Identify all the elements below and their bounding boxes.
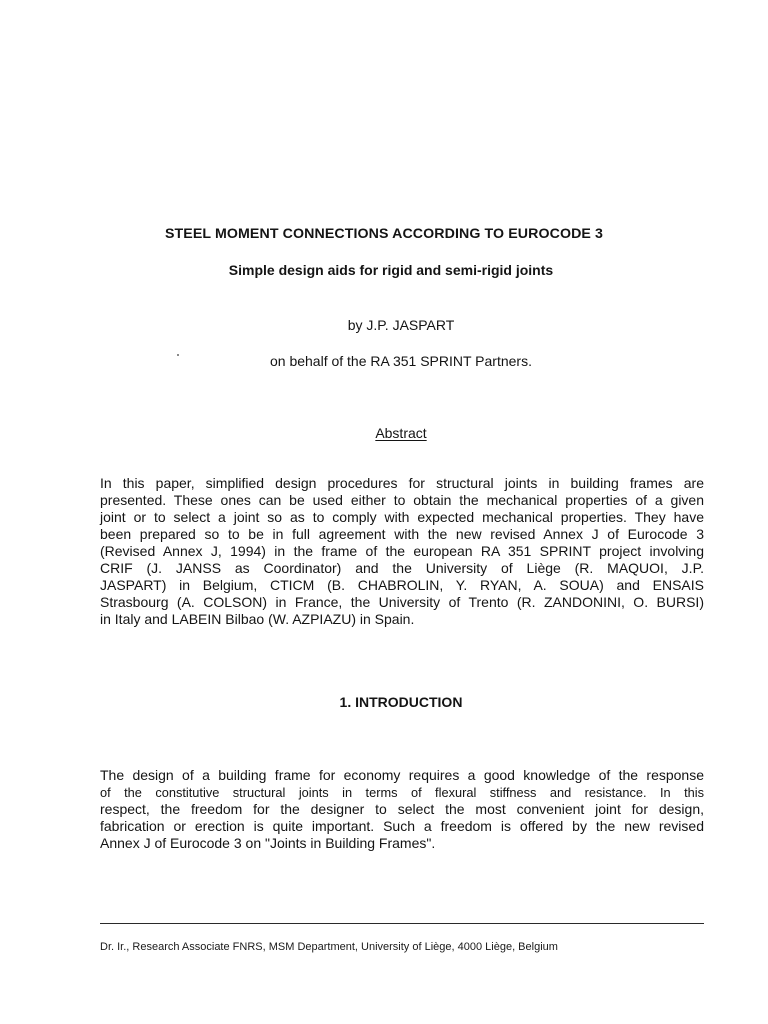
abstract-heading-text: Abstract bbox=[375, 425, 427, 441]
introduction-line: respect, the freedom for the designer to select the most convenient joint for design, bbox=[100, 801, 704, 817]
abstract-line: presented. These ones can be used either to obtain the mechanical properties of a given bbox=[100, 492, 704, 508]
abstract-line: Strasbourg (A. COLSON) in France, the University of Trento (R. ZANDONINI, O. BURSI) bbox=[100, 594, 704, 610]
abstract-line: joint or to select a joint so as to comply with expected mechanical properties. They have bbox=[100, 509, 704, 525]
abstract-line: been prepared so to be in full agreement with the new revised Annex J of Eurocode 3 bbox=[100, 526, 704, 542]
introduction-line: Annex J of Eurocode 3 on "Joints in Building Frames". bbox=[100, 835, 436, 851]
footnote: Dr. Ir., Research Associate FNRS, MSM Department, University of Liège, 4000 Liège, Belgium bbox=[100, 941, 558, 953]
section-heading-introduction: 1. INTRODUCTION bbox=[339, 694, 463, 710]
introduction-line: fabrication or erection is quite important. Such a freedom is offered by the new revised bbox=[100, 818, 704, 834]
abstract-line: (Revised Annex J, 1994) in the frame of the european RA 351 SPRINT project involving bbox=[100, 543, 704, 559]
author-affiliation-note: on behalf of the RA 351 SPRINT Partners. bbox=[269, 353, 532, 369]
abstract-line: in Italy and LABEIN Bilbao (W. AZPIAZU) in Spain. bbox=[100, 611, 415, 627]
abstract-heading bbox=[17, 425, 768, 441]
abstract-paragraph bbox=[100, 475, 704, 628]
abstract-line: CRIF (J. JANSS as Coordinator) and the University of Liège (R. MAQUOI, J.P. bbox=[100, 560, 704, 576]
introduction-line: of the constitutive structural joints in terms of flexural stiffness and resistance. In this bbox=[100, 785, 704, 800]
introduction-paragraph bbox=[100, 767, 704, 852]
abstract-line: JASPART) in Belgium, CTICM (B. CHABROLIN, Y. RYAN, A. SOUA) and ENSAIS bbox=[100, 577, 704, 593]
paper-subtitle: Simple design aids for rigid and semi-rigid joints bbox=[228, 262, 554, 278]
paper-title: STEEL MOMENT CONNECTIONS ACCORDING TO EUROCODE 3 bbox=[164, 226, 604, 242]
footnote-divider bbox=[100, 923, 704, 924]
author-byline: by J.P. JASPART bbox=[347, 317, 455, 333]
abstract-line: In this paper, simplified design procedures for structural joints in building frames are bbox=[100, 475, 704, 491]
introduction-line: The design of a building frame for economy requires a good knowledge of the response bbox=[100, 767, 704, 783]
